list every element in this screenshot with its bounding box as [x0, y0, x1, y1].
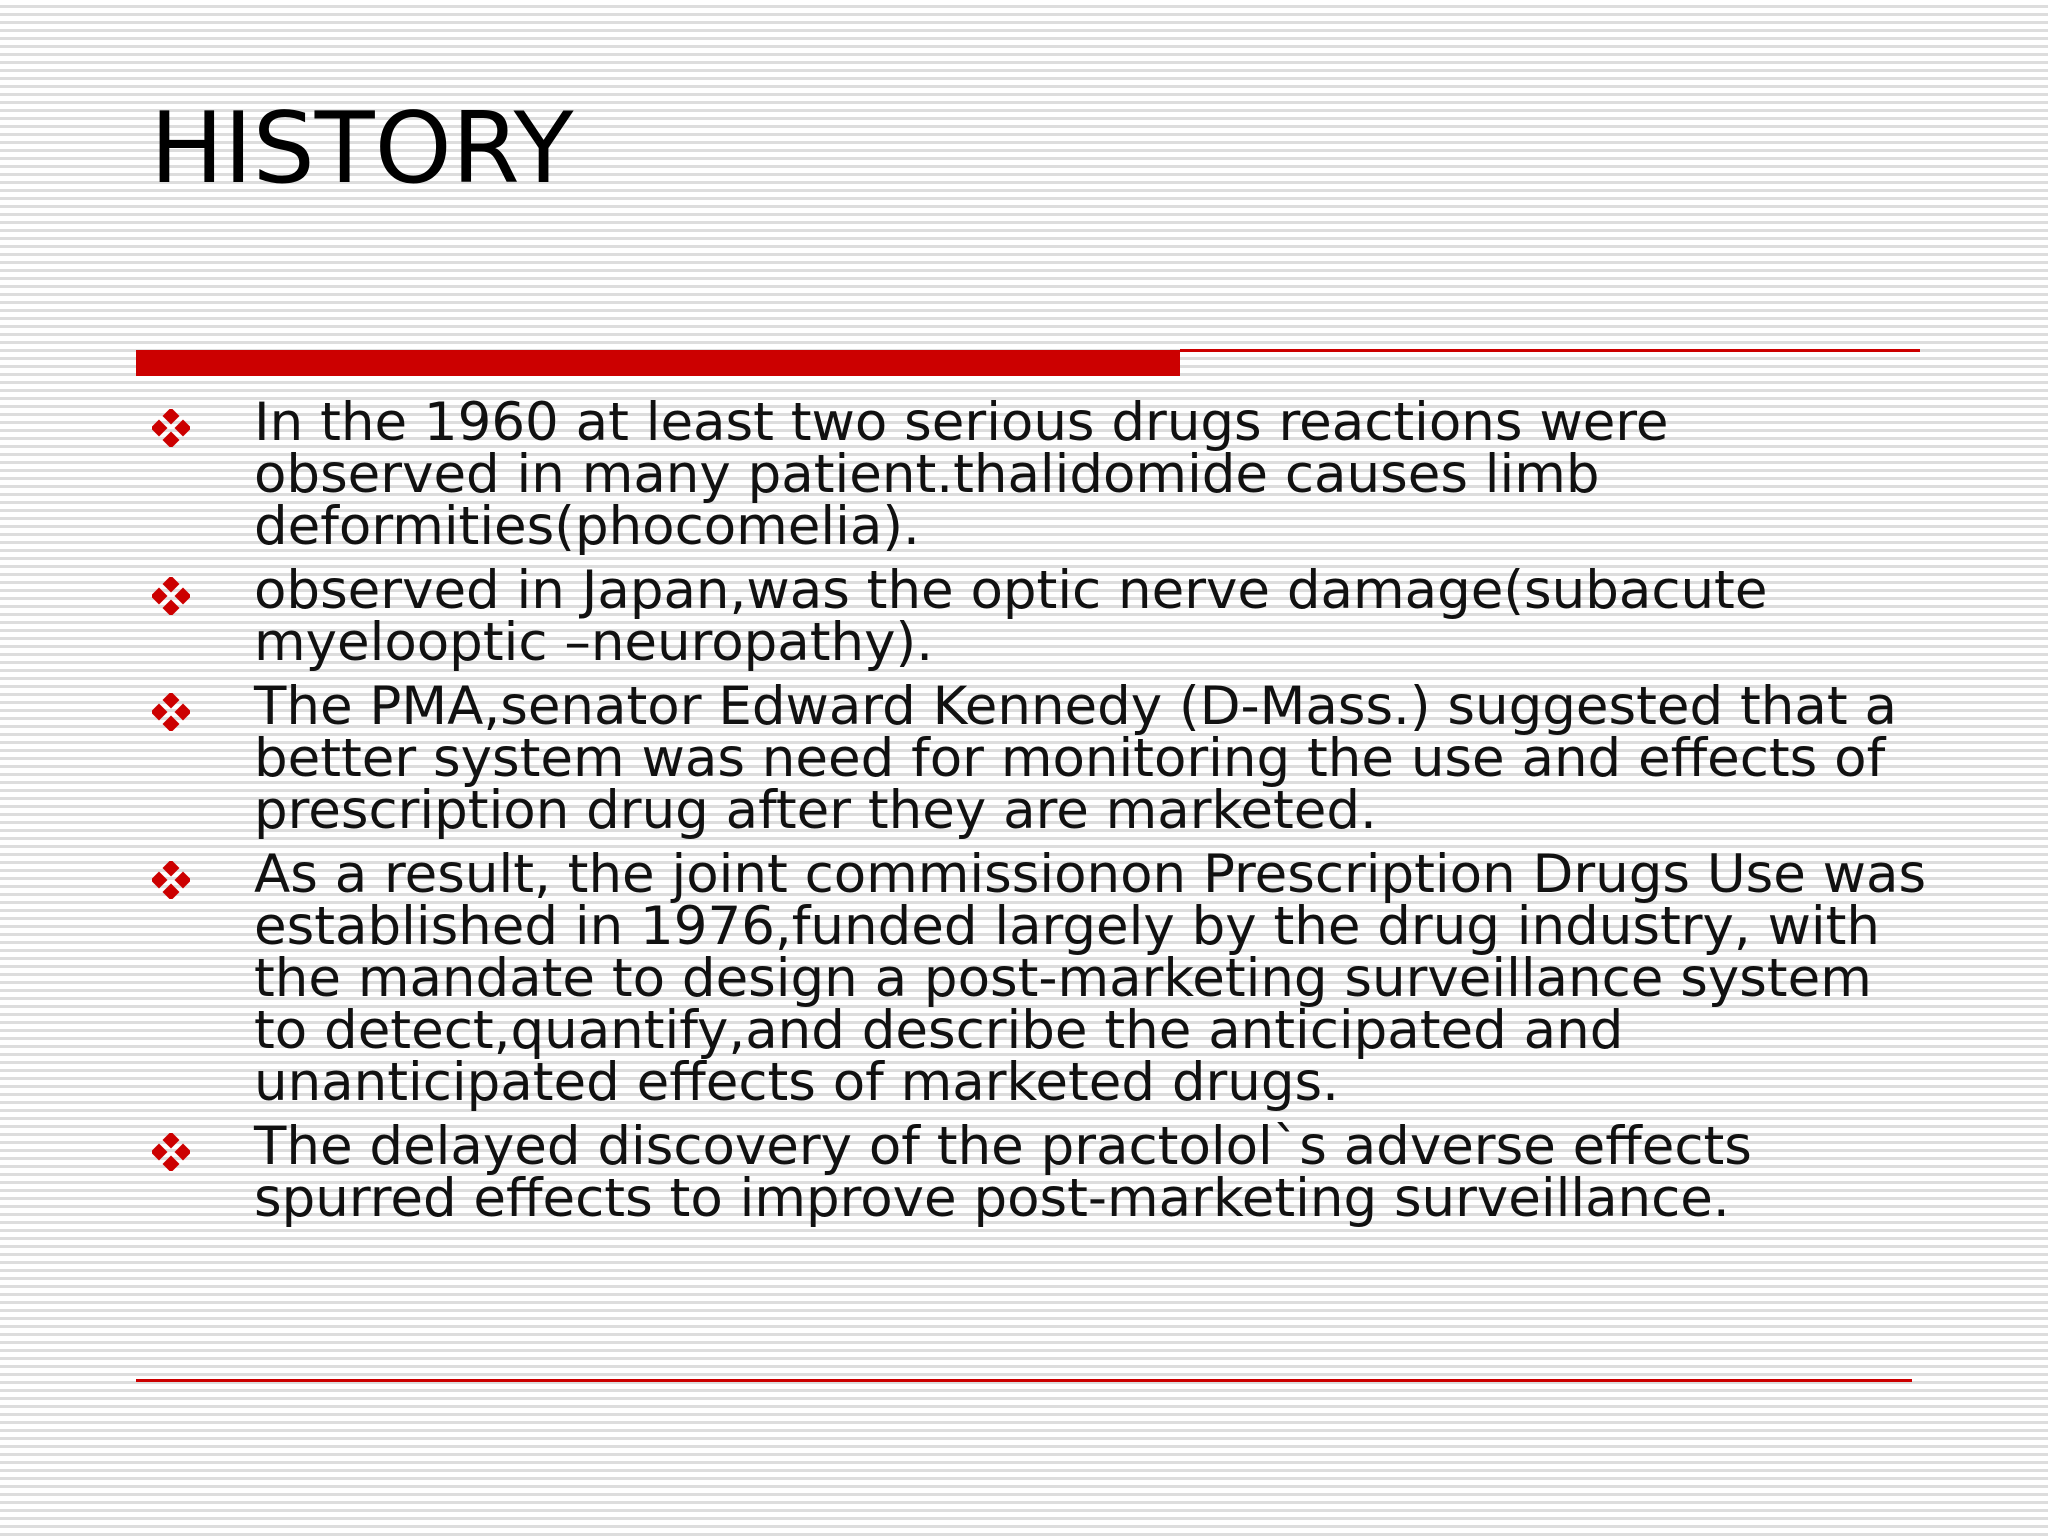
title-underline-thin	[1180, 349, 1920, 352]
diamond-bullet-icon	[152, 577, 190, 615]
bullet-text: As a result, the joint commissionon Prescription Drugs Use was established in 1976,funded largely by the drug industry, with the mandate to design a post-marketing surveillance system to detect,quantify,and describe the anticipated and unanticipated effects of marketed drugs.	[254, 844, 1927, 1113]
bullet-item	[150, 676, 1930, 841]
bullet-item	[150, 392, 1930, 557]
bullet-text: The PMA,senator Edward Kennedy (D-Mass.) suggested that a better system was need for monitoring the use and effects of prescription drug after they are marketed.	[254, 676, 1897, 841]
diamond-bullet-icon	[152, 409, 190, 447]
diamond-bullet-icon	[152, 693, 190, 731]
slide-title: HISTORY	[150, 92, 574, 206]
bullet-text: observed in Japan,was the optic nerve damage(subacute myelooptic –neuropathy).	[254, 560, 1768, 673]
bullet-list	[150, 392, 1930, 1237]
bullet-text: In the 1960 at least two serious drugs reactions were observed in many patient.thalidomide causes limb deformities(phocomelia).	[254, 392, 1669, 557]
bullet-text: The delayed discovery of the practolol`s adverse effects spurred effects to improve post-marketing surveillance.	[254, 1116, 1752, 1229]
title-underline-thick	[136, 350, 1180, 376]
diamond-bullet-icon	[152, 861, 190, 899]
footer-rule	[136, 1379, 1912, 1382]
bullet-item	[150, 560, 1930, 673]
diamond-bullet-icon	[152, 1133, 190, 1171]
bullet-item	[150, 844, 1930, 1113]
bullet-item	[150, 1116, 1930, 1229]
